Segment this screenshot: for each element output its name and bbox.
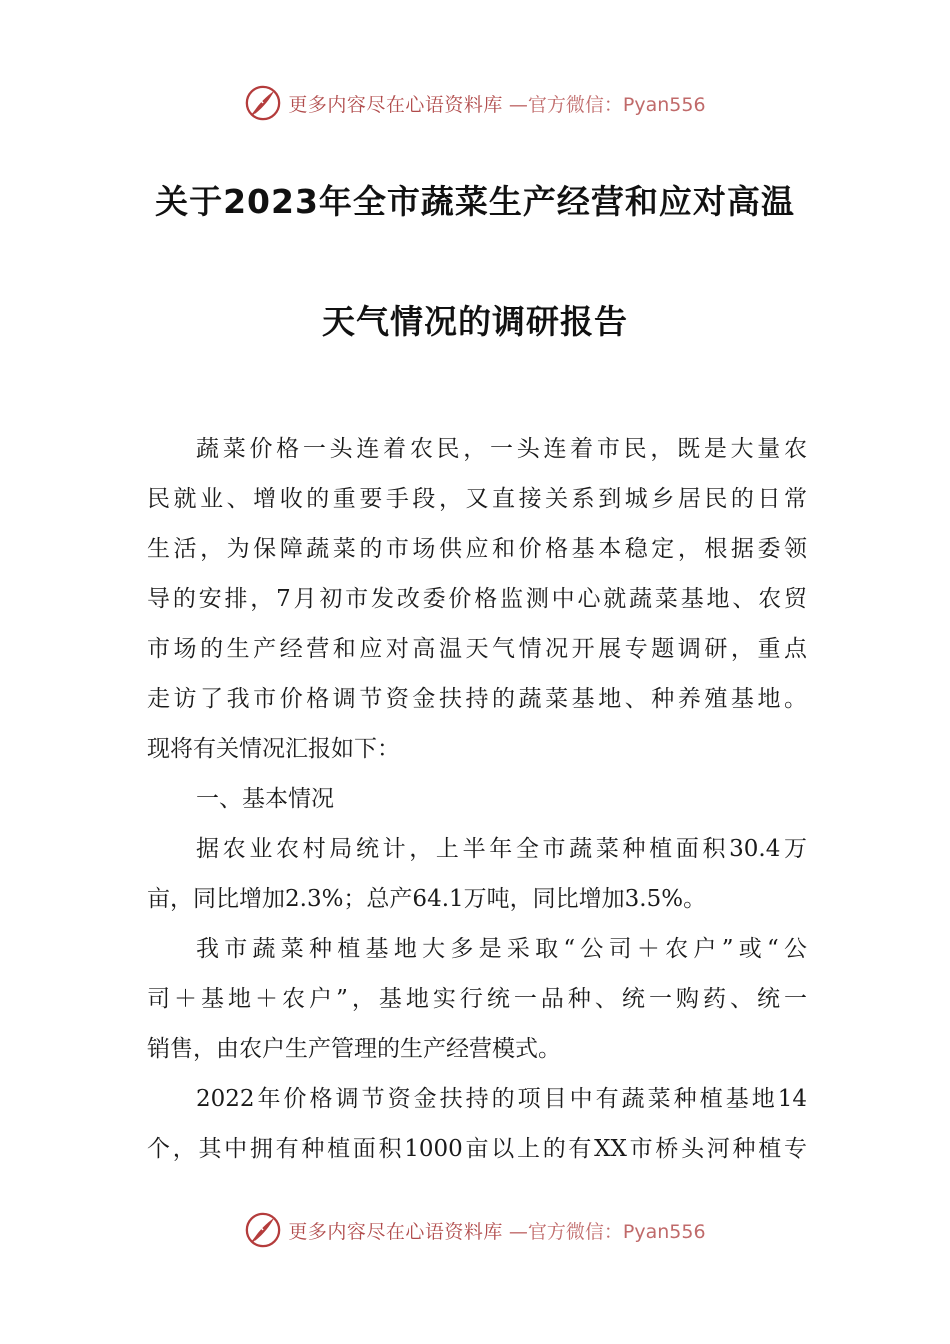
watermark-brand: 更多内容尽在心语资料库 [288, 93, 503, 116]
body-line: 市场的生产经营和应对高温天气情况开展专题调研，重点 [147, 636, 807, 662]
header-watermark [0, 83, 950, 123]
body-line: 司＋基地＋农户”，基地实行统一品种、统一购药、统一 [147, 986, 807, 1012]
body-line: 据农业农村局统计，上半年全市蔬菜种植面积30.4万 [196, 836, 807, 862]
watermark-contact: —官方微信：Pyan556 [508, 1220, 706, 1243]
body-line: 导的安排，7月初市发改委价格监测中心就蔬菜基地、农贸 [147, 586, 807, 612]
document-title-line-2: 天气情况的调研报告 [322, 302, 628, 341]
quill-logo-icon [244, 84, 282, 122]
footer-watermark [0, 1210, 950, 1250]
section-heading: 一、基本情况 [196, 786, 334, 812]
quill-logo-icon [244, 1211, 282, 1249]
body-line: 我市蔬菜种植基地大多是采取“公司＋农户”或“公 [196, 936, 807, 962]
body-line: 亩，同比增加2.3%；总产64.1万吨，同比增加3.5%。 [147, 886, 707, 912]
body-line: 蔬菜价格一头连着农民，一头连着市民，既是大量农 [196, 436, 807, 462]
body-line: 民就业、增收的重要手段，又直接关系到城乡居民的日常 [147, 486, 807, 512]
watermark-brand: 更多内容尽在心语资料库 [288, 1220, 503, 1243]
watermark-contact: —官方微信：Pyan556 [508, 93, 706, 116]
body-line: 现将有关情况汇报如下： [147, 736, 400, 762]
body-line: 生活，为保障蔬菜的市场供应和价格基本稳定，根据委领 [147, 536, 807, 562]
body-line: 个，其中拥有种植面积1000亩以上的有XX市桥头河种植专 [147, 1136, 807, 1162]
body-line: 销售，由农户生产管理的生产经营模式。 [147, 1036, 561, 1062]
document-title-line-1: 关于2023年全市蔬菜生产经营和应对高温 [155, 182, 795, 221]
body-line: 2022年价格调节资金扶持的项目中有蔬菜种植基地14 [196, 1086, 807, 1112]
body-line: 走访了我市价格调节资金扶持的蔬菜基地、种养殖基地。 [147, 686, 807, 712]
